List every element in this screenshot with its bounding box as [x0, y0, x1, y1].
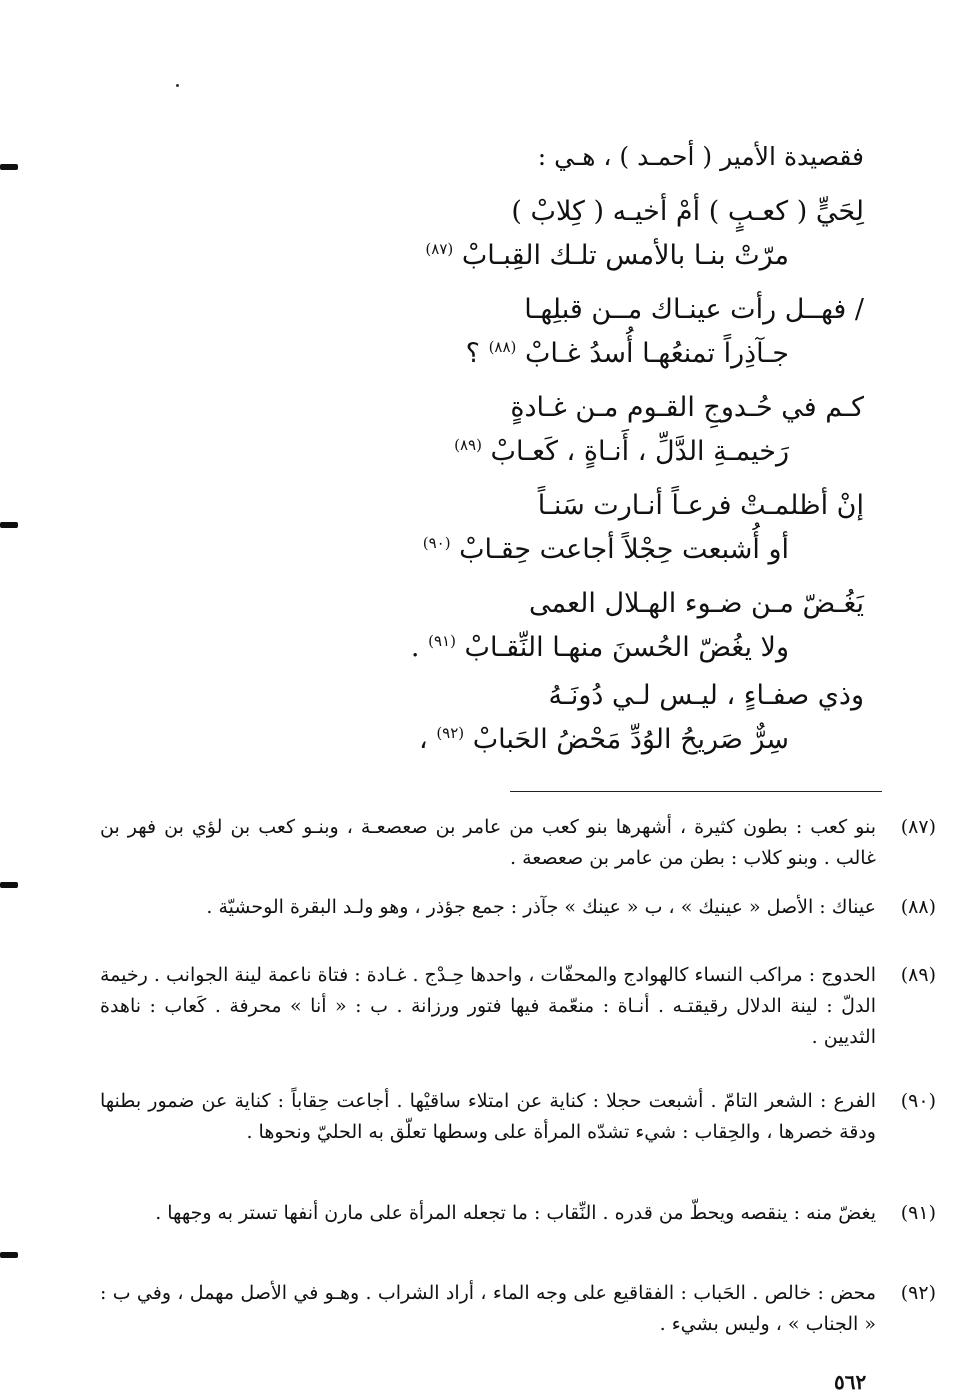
stray-dot: [176, 84, 179, 87]
verse-second-text: أو أُشبعت حِجْلاً أجاعت حِقـابْ: [459, 534, 789, 565]
footnote-reference: (٩٢): [436, 724, 465, 742]
verse-trailing-punctuation: .: [410, 632, 420, 663]
footnote-reference: (٩١): [428, 632, 456, 650]
poem-introduction: فقصيدة الأمير ( أحمـد ) ، هـي :: [537, 142, 864, 171]
verse-second-text: ولا يغُضّ الحُسنَ منهـا النِّقـابْ: [464, 632, 789, 663]
footnote-text: بنو كعب : بطون كثيرة ، أشهرها بنو كعب من عامر بن صعصعـة ، وبنـو كعب بن لؤي بن فهر بن غالب . وبنو كلاب : بطن من عامر بن صعصعة .: [100, 816, 876, 869]
verse-second-text: سِرٌّ صَريحُ الوُدِّ مَحْضُ الحَبابْ: [472, 724, 789, 755]
footnote: [100, 960, 936, 1053]
footnote: [100, 1086, 936, 1148]
verse-first-hemistich: كـم في حُـدوجِ القـوم مـن غـادةٍ: [510, 392, 864, 423]
footnote-number: (٩٠): [900, 1090, 936, 1112]
verse-second-text: رَخيمـةِ الدَّلِّ ، أَنـاةٍ ، كَعـابْ: [490, 436, 789, 467]
footnote-divider: [510, 791, 882, 792]
binding-mark: [0, 882, 18, 888]
verse-second-hemistich: [411, 632, 789, 663]
verse-second-text: مرّتْ بنـا بالأمس تلـك القِبـابْ: [461, 240, 789, 271]
footnote-number: (٨٨): [900, 896, 936, 918]
footnote-reference: (٨٨): [488, 338, 517, 356]
footnote-text: الفرع : الشعر التامّ . أشبعت حجلا : كناية عن امتلاء ساقيْها . أجاعت حِقاباً : كناية عن ضمور بطنها ودقة خصرها ، والحِقاب : شيء تشدّه المرأة على وسطها تعلّق به الحليّ ونحوها .: [100, 1090, 876, 1143]
footnote-number: (٩١): [900, 1202, 936, 1224]
verse-first-hemistich: / فهــل رأت عينـاك مــن قبلِهـا: [524, 294, 864, 325]
verse: [144, 680, 864, 780]
footnote: [100, 1278, 936, 1340]
footnote-text: محض : خالص . الحَباب : الفقاقيع على وجه الماء ، أراد الشراب . وهـو في الأصل مهمل ، وفي ب : « الجناب » ، وليس بشيء .: [100, 1282, 876, 1335]
footnote-reference: (٨٩): [454, 436, 482, 454]
page-number: ٥٦٢: [834, 1370, 867, 1394]
verse-first-hemistich: لِحَيٍّ ( كعـبٍ ) أمْ أخيـه ( كِلابْ ): [511, 196, 864, 227]
verse-second-hemistich: [425, 240, 789, 271]
footnote-text: الحدوج : مراكب النساء كالهوادج والمحفّات ، واحدها حِـدْج . غـادة : فتاة ناعمة لينة الجوانب . رخيمة الدلّ : لينة الدلال رقيقتـه . أنـاة : منعّمة فيها فتور ورزانة . ب : « أنا » محرفة . كَعاب : ناهدة الثديين .: [100, 964, 876, 1048]
verse: [144, 392, 864, 492]
verse-first-hemistich: يَغُـضّ مـن ضـوء الهـلال العمى: [529, 588, 864, 619]
binding-mark: [0, 1252, 18, 1258]
verse-trailing-punctuation: ؟: [465, 338, 480, 369]
verse-second-text: جـآذِراً تمنعُهـا أُسدُ غـابْ: [525, 338, 789, 369]
footnote-reference: (٩٠): [422, 534, 451, 552]
footnote: [100, 892, 936, 923]
verse-first-hemistich: وذي صفـاءٍ ، ليـس لـي دُونَـهُ: [548, 680, 864, 711]
verse-second-hemistich: [423, 534, 789, 565]
footnote-reference: (٨٧): [425, 240, 454, 258]
binding-mark: [0, 164, 18, 170]
verse: [144, 196, 864, 296]
binding-mark: [0, 522, 18, 528]
footnote-text: عيناك : الأصل « عينيك » ، ب « عينك » جآذر : جمع جؤذر ، وهو ولـد البقرة الوحشيّة .: [206, 896, 876, 918]
verse-trailing-punctuation: ،: [419, 724, 428, 755]
footnote: [100, 812, 936, 874]
footnote-text: يغضّ منه : ينقصه ويحطّ من قدره . النِّقاب : ما تجعله المرأة على مارن أنفها تستر به وجهها .: [155, 1202, 876, 1224]
verse: [144, 588, 864, 688]
verse: [144, 294, 864, 394]
verse: [144, 490, 864, 590]
footnote-number: (٩٢): [900, 1282, 936, 1304]
footnote-number: (٨٧): [900, 816, 936, 838]
verse-second-hemistich: [466, 338, 789, 369]
verse-second-hemistich: [419, 724, 789, 755]
footnote: [100, 1198, 936, 1229]
verse-first-hemistich: إنْ أظلمـتْ فرعـاً أنـارت سَنـاً: [537, 490, 864, 521]
footnote-number: (٨٩): [900, 964, 936, 986]
verse-second-hemistich: [454, 436, 789, 467]
